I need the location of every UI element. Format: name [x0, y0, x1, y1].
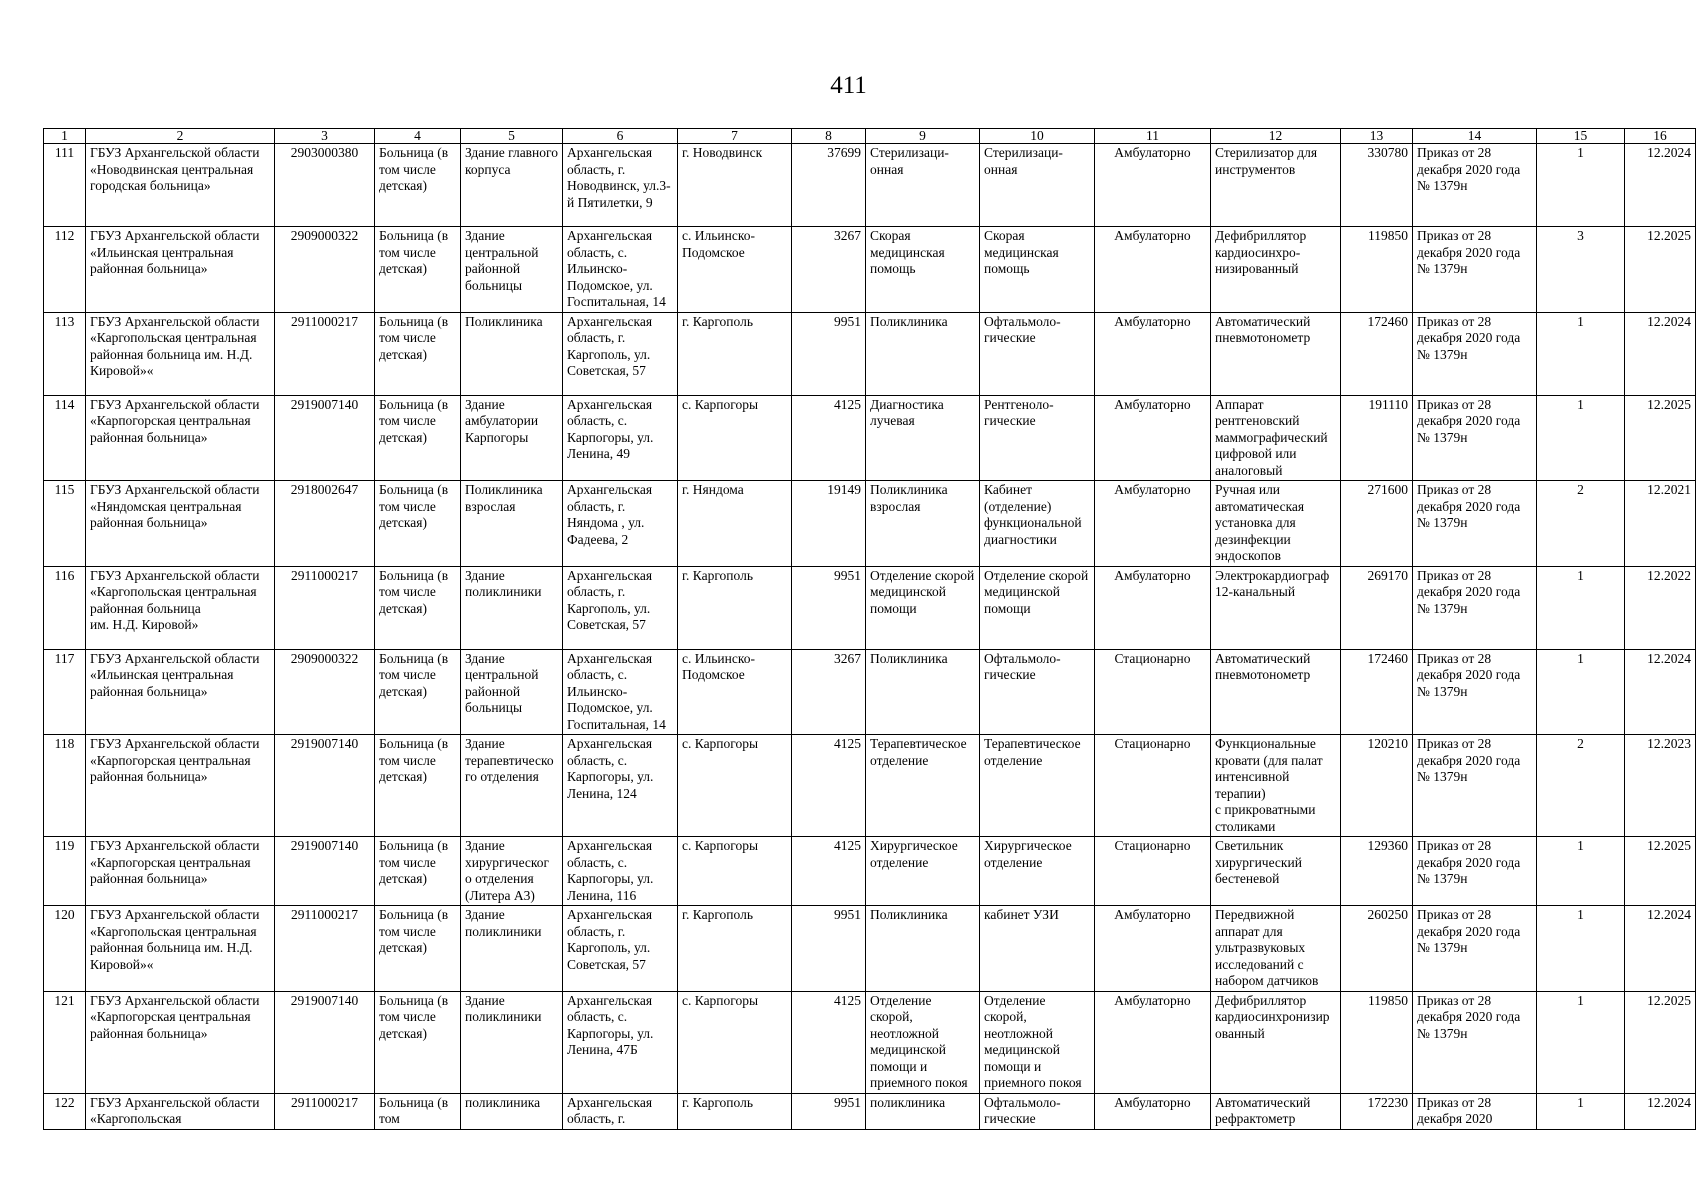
cell-unit: Офтальмоло-гические [980, 649, 1095, 735]
cell-department: Поликлиника взрослая [866, 481, 980, 567]
cell-equipment-code: 269170 [1341, 566, 1413, 649]
cell-settlement: с. Ильинско-Подомское [678, 227, 792, 313]
cell-address: Архангельская область, г. Каргополь, ул. Советская, 57 [563, 566, 678, 649]
cell-facility-type: Больница (в том числе детская) [375, 735, 461, 837]
cell-row-number: 113 [44, 312, 86, 395]
cell-building: Здание поликлиники [461, 906, 563, 992]
cell-order-reference: Приказ от 28 декабря 2020 года № 1379н [1413, 312, 1537, 395]
cell-equipment: Автоматический рефрактометр [1211, 1093, 1341, 1129]
cell-care-mode: Стационарно [1095, 837, 1211, 906]
cell-org-code: 2918002647 [275, 481, 375, 567]
cell-care-mode: Амбулаторно [1095, 144, 1211, 227]
cell-organization-name: ГБУЗ Архангельской области «Каргопольская [86, 1093, 275, 1129]
cell-care-mode: Стационарно [1095, 735, 1211, 837]
cell-organization-name: ГБУЗ Архангельской области «Новодвинская центральная городская больница» [86, 144, 275, 227]
cell-population: 4125 [792, 395, 866, 481]
cell-care-mode: Амбулаторно [1095, 312, 1211, 395]
table-row [44, 906, 1696, 992]
cell-deadline: 12.2025 [1625, 837, 1696, 906]
cell-facility-type: Больница (в том числе детская) [375, 906, 461, 992]
cell-equipment-code: 119850 [1341, 227, 1413, 313]
cell-population: 3267 [792, 649, 866, 735]
col-header-13: 13 [1341, 129, 1413, 144]
col-header-7: 7 [678, 129, 792, 144]
table-row [44, 395, 1696, 481]
cell-organization-name: ГБУЗ Архангельской области «Каргопольская центральная районная больница им. Н.Д. Кировой»« [86, 312, 275, 395]
cell-unit: Отделение скорой, неотложной медицинской помощи и приемного покоя [980, 991, 1095, 1093]
table-row [44, 1093, 1696, 1129]
cell-care-mode: Амбулаторно [1095, 227, 1211, 313]
cell-equipment: Дефибриллятор кардиосинхронизир ованный [1211, 991, 1341, 1093]
cell-settlement: с. Карпогоры [678, 991, 792, 1093]
cell-equipment: Функциональные кровати (для палат интенсивной терапии) с прикроватными столиками [1211, 735, 1341, 837]
cell-unit: Кабинет (отделение) функциональной диагностики [980, 481, 1095, 567]
page-number: 411 [830, 72, 867, 99]
col-header-15: 15 [1537, 129, 1625, 144]
col-header-6: 6 [563, 129, 678, 144]
cell-facility-type: Больница (в том [375, 1093, 461, 1129]
cell-department: Скорая медицинская помощь [866, 227, 980, 313]
cell-population: 9951 [792, 1093, 866, 1129]
cell-equipment-code: 191110 [1341, 395, 1413, 481]
cell-equipment: Электрокардиограф 12-канальный [1211, 566, 1341, 649]
cell-facility-type: Больница (в том числе детская) [375, 227, 461, 313]
cell-unit: Офтальмоло-гические [980, 1093, 1095, 1129]
cell-equipment-code: 129360 [1341, 837, 1413, 906]
col-header-5: 5 [461, 129, 563, 144]
cell-organization-name: ГБУЗ Архангельской области «Карпогорская центральная районная больница» [86, 395, 275, 481]
cell-unit: Рентгеноло-гические [980, 395, 1095, 481]
cell-deadline: 12.2024 [1625, 312, 1696, 395]
cell-equipment: Автоматический пневмотонометр [1211, 649, 1341, 735]
cell-department: поликлиника [866, 1093, 980, 1129]
cell-building: Поликлиника [461, 312, 563, 395]
cell-department: Поликлиника [866, 312, 980, 395]
cell-order-reference: Приказ от 28 декабря 2020 года № 1379н [1413, 481, 1537, 567]
table-row [44, 312, 1696, 395]
cell-quantity: 1 [1537, 906, 1625, 992]
cell-row-number: 120 [44, 906, 86, 992]
cell-population: 9951 [792, 566, 866, 649]
cell-order-reference: Приказ от 28 декабря 2020 года № 1379н [1413, 227, 1537, 313]
cell-address: Архангельская область, г. Каргополь, ул. Советская, 57 [563, 906, 678, 992]
table-body [44, 144, 1696, 1130]
cell-org-code: 2911000217 [275, 312, 375, 395]
cell-unit: Стерилизаци-онная [980, 144, 1095, 227]
cell-care-mode: Амбулаторно [1095, 1093, 1211, 1129]
cell-address: Архангельская область, г. Каргополь, ул. Советская, 57 [563, 312, 678, 395]
cell-order-reference: Приказ от 28 декабря 2020 года № 1379н [1413, 837, 1537, 906]
cell-address: Архангельская область, с. Карпогоры, ул. Ленина, 124 [563, 735, 678, 837]
cell-care-mode: Амбулаторно [1095, 481, 1211, 567]
cell-address: Архангельская область, с. Ильинско-Подомское, ул. Госпитальная, 14 [563, 227, 678, 313]
col-header-3: 3 [275, 129, 375, 144]
cell-equipment-code: 172460 [1341, 649, 1413, 735]
cell-equipment: Светильник хирургический бестеневой [1211, 837, 1341, 906]
cell-row-number: 116 [44, 566, 86, 649]
cell-facility-type: Больница (в том числе детская) [375, 649, 461, 735]
cell-facility-type: Больница (в том числе детская) [375, 566, 461, 649]
cell-equipment: Автоматический пневмотонометр [1211, 312, 1341, 395]
cell-population: 4125 [792, 735, 866, 837]
cell-department: Стерилизаци-онная [866, 144, 980, 227]
table-row [44, 735, 1696, 837]
cell-equipment-code: 119850 [1341, 991, 1413, 1093]
col-header-4: 4 [375, 129, 461, 144]
cell-quantity: 1 [1537, 566, 1625, 649]
cell-order-reference: Приказ от 28 декабря 2020 года № 1379н [1413, 735, 1537, 837]
cell-deadline: 12.2021 [1625, 481, 1696, 567]
cell-row-number: 118 [44, 735, 86, 837]
cell-org-code: 2919007140 [275, 735, 375, 837]
cell-department: Поликлиника [866, 906, 980, 992]
cell-settlement: с. Ильинско-Подомское [678, 649, 792, 735]
cell-order-reference: Приказ от 28 декабря 2020 года № 1379н [1413, 649, 1537, 735]
cell-org-code: 2903000380 [275, 144, 375, 227]
cell-facility-type: Больница (в том числе детская) [375, 837, 461, 906]
cell-org-code: 2919007140 [275, 991, 375, 1093]
cell-unit: Отделение скорой медицинской помощи [980, 566, 1095, 649]
cell-equipment: Стерилизатор для инструментов [1211, 144, 1341, 227]
table-row [44, 481, 1696, 567]
cell-row-number: 117 [44, 649, 86, 735]
cell-order-reference: Приказ от 28 декабря 2020 года № 1379н [1413, 144, 1537, 227]
cell-address: Архангельская область, с. Карпогоры, ул. Ленина, 116 [563, 837, 678, 906]
cell-quantity: 2 [1537, 735, 1625, 837]
cell-organization-name: ГБУЗ Архангельской области «Ильинская центральная районная больница» [86, 649, 275, 735]
cell-population: 37699 [792, 144, 866, 227]
cell-quantity: 1 [1537, 312, 1625, 395]
cell-department: Хирургическое отделение [866, 837, 980, 906]
cell-population: 9951 [792, 906, 866, 992]
col-header-10: 10 [980, 129, 1095, 144]
cell-deadline: 12.2024 [1625, 1093, 1696, 1129]
cell-unit: Скорая медицинская помощь [980, 227, 1095, 313]
cell-facility-type: Больница (в том числе детская) [375, 991, 461, 1093]
col-header-1: 1 [44, 129, 86, 144]
cell-population: 9951 [792, 312, 866, 395]
cell-equipment: Аппарат рентгеновский маммографический цифровой или аналоговый [1211, 395, 1341, 481]
cell-order-reference: Приказ от 28 декабря 2020 года № 1379н [1413, 906, 1537, 992]
cell-order-reference: Приказ от 28 декабря 2020 года № 1379н [1413, 395, 1537, 481]
cell-settlement: г. Новодвинск [678, 144, 792, 227]
cell-row-number: 114 [44, 395, 86, 481]
cell-address: Архангельская область, с. Карпогоры, ул. Ленина, 49 [563, 395, 678, 481]
cell-org-code: 2911000217 [275, 566, 375, 649]
cell-org-code: 2909000322 [275, 227, 375, 313]
col-header-12: 12 [1211, 129, 1341, 144]
cell-address: Архангельская область, г. Новодвинск, ул.3-й Пятилетки, 9 [563, 144, 678, 227]
cell-organization-name: ГБУЗ Архангельской области «Карпогорская центральная районная больница» [86, 735, 275, 837]
table-row [44, 991, 1696, 1093]
cell-equipment-code: 120210 [1341, 735, 1413, 837]
cell-settlement: с. Карпогоры [678, 735, 792, 837]
cell-row-number: 122 [44, 1093, 86, 1129]
col-header-2: 2 [86, 129, 275, 144]
cell-department: Отделение скорой, неотложной медицинской помощи и приемного покоя [866, 991, 980, 1093]
cell-deadline: 12.2025 [1625, 395, 1696, 481]
table-row [44, 649, 1696, 735]
cell-order-reference: Приказ от 28 декабря 2020 года № 1379н [1413, 991, 1537, 1093]
cell-facility-type: Больница (в том числе детская) [375, 395, 461, 481]
cell-quantity: 2 [1537, 481, 1625, 567]
cell-deadline: 12.2025 [1625, 227, 1696, 313]
cell-quantity: 1 [1537, 837, 1625, 906]
cell-facility-type: Больница (в том числе детская) [375, 312, 461, 395]
cell-care-mode: Стационарно [1095, 649, 1211, 735]
cell-settlement: г. Каргополь [678, 312, 792, 395]
cell-settlement: г. Каргополь [678, 566, 792, 649]
cell-organization-name: ГБУЗ Архангельской области «Карпогорская центральная районная больница» [86, 837, 275, 906]
cell-building: Поликлиника взрослая [461, 481, 563, 567]
cell-deadline: 12.2025 [1625, 991, 1696, 1093]
table-row [44, 144, 1696, 227]
cell-building: Здание поликлиники [461, 991, 563, 1093]
cell-organization-name: ГБУЗ Архангельской области «Карпогорская центральная районная больница» [86, 991, 275, 1093]
cell-facility-type: Больница (в том числе детская) [375, 481, 461, 567]
cell-quantity: 1 [1537, 1093, 1625, 1129]
cell-building: Здание амбулатории Карпогоры [461, 395, 563, 481]
cell-population: 19149 [792, 481, 866, 567]
cell-address: Архангельская область, с. Ильинско-Подомское, ул. Госпитальная, 14 [563, 649, 678, 735]
col-header-8: 8 [792, 129, 866, 144]
cell-deadline: 12.2024 [1625, 906, 1696, 992]
cell-quantity: 1 [1537, 649, 1625, 735]
cell-settlement: с. Карпогоры [678, 395, 792, 481]
cell-building: Здание поликлиники [461, 566, 563, 649]
cell-row-number: 112 [44, 227, 86, 313]
cell-quantity: 1 [1537, 991, 1625, 1093]
cell-unit: Офтальмоло-гические [980, 312, 1095, 395]
cell-order-reference: Приказ от 28 декабря 2020 года № 1379н [1413, 566, 1537, 649]
cell-deadline: 12.2023 [1625, 735, 1696, 837]
cell-org-code: 2909000322 [275, 649, 375, 735]
cell-equipment-code: 271600 [1341, 481, 1413, 567]
cell-unit: кабинет УЗИ [980, 906, 1095, 992]
cell-department: Диагностика лучевая [866, 395, 980, 481]
cell-building: поликлиника [461, 1093, 563, 1129]
cell-address: Архангельская область, с. Карпогоры, ул. Ленина, 47Б [563, 991, 678, 1093]
col-header-16: 16 [1625, 129, 1696, 144]
cell-row-number: 119 [44, 837, 86, 906]
cell-building: Здание хирургическог о отделения (Литера А3) [461, 837, 563, 906]
cell-unit: Терапевтическое отделение [980, 735, 1095, 837]
cell-quantity: 1 [1537, 395, 1625, 481]
cell-unit: Хирургическое отделение [980, 837, 1095, 906]
cell-building: Здание центральной районной больницы [461, 649, 563, 735]
cell-deadline: 12.2024 [1625, 144, 1696, 227]
cell-building: Здание главного корпуса [461, 144, 563, 227]
table-row [44, 227, 1696, 313]
cell-settlement: г. Каргополь [678, 1093, 792, 1129]
table-row [44, 837, 1696, 906]
cell-address: Архангельская область, г. Няндома , ул. Фадеева, 2 [563, 481, 678, 567]
cell-care-mode: Амбулаторно [1095, 991, 1211, 1093]
cell-settlement: г. Каргополь [678, 906, 792, 992]
cell-equipment-code: 172230 [1341, 1093, 1413, 1129]
cell-row-number: 111 [44, 144, 86, 227]
cell-equipment-code: 260250 [1341, 906, 1413, 992]
cell-facility-type: Больница (в том числе детская) [375, 144, 461, 227]
cell-settlement: с. Карпогоры [678, 837, 792, 906]
registry-table [43, 128, 1696, 1130]
cell-department: Терапевтическое отделение [866, 735, 980, 837]
cell-org-code: 2911000217 [275, 1093, 375, 1129]
cell-quantity: 3 [1537, 227, 1625, 313]
cell-care-mode: Амбулаторно [1095, 906, 1211, 992]
cell-deadline: 12.2024 [1625, 649, 1696, 735]
cell-org-code: 2919007140 [275, 395, 375, 481]
col-header-9: 9 [866, 129, 980, 144]
cell-order-reference: Приказ от 28 декабря 2020 [1413, 1093, 1537, 1129]
cell-address: Архангельская область, г. [563, 1093, 678, 1129]
col-header-14: 14 [1413, 129, 1537, 144]
cell-equipment-code: 172460 [1341, 312, 1413, 395]
cell-organization-name: ГБУЗ Архангельской области «Ильинская центральная районная больница» [86, 227, 275, 313]
cell-equipment: Ручная или автоматическая установка для дезинфекции эндоскопов [1211, 481, 1341, 567]
cell-row-number: 121 [44, 991, 86, 1093]
cell-deadline: 12.2022 [1625, 566, 1696, 649]
cell-quantity: 1 [1537, 144, 1625, 227]
cell-org-code: 2911000217 [275, 906, 375, 992]
cell-equipment: Дефибриллятор кардиосинхро-низированный [1211, 227, 1341, 313]
cell-care-mode: Амбулаторно [1095, 395, 1211, 481]
cell-organization-name: ГБУЗ Архангельской области «Каргопольская центральная районная больница им. Н.Д. Кировой»« [86, 906, 275, 992]
header-row [44, 129, 1696, 144]
cell-equipment-code: 330780 [1341, 144, 1413, 227]
col-header-11: 11 [1095, 129, 1211, 144]
cell-population: 4125 [792, 991, 866, 1093]
cell-population: 3267 [792, 227, 866, 313]
cell-care-mode: Амбулаторно [1095, 566, 1211, 649]
cell-building: Здание центральной районной больницы [461, 227, 563, 313]
cell-department: Отделение скорой медицинской помощи [866, 566, 980, 649]
cell-settlement: г. Няндома [678, 481, 792, 567]
cell-row-number: 115 [44, 481, 86, 567]
cell-building: Здание терапевтическо го отделения [461, 735, 563, 837]
cell-department: Поликлиника [866, 649, 980, 735]
cell-organization-name: ГБУЗ Архангельской области «Каргопольская центральная районная больница им. Н.Д. Кировой» [86, 566, 275, 649]
cell-population: 4125 [792, 837, 866, 906]
cell-equipment: Передвижной аппарат для ультразвуковых исследований с набором датчиков [1211, 906, 1341, 992]
table-row [44, 566, 1696, 649]
cell-organization-name: ГБУЗ Архангельской области «Няндомская центральная районная больница» [86, 481, 275, 567]
cell-org-code: 2919007140 [275, 837, 375, 906]
